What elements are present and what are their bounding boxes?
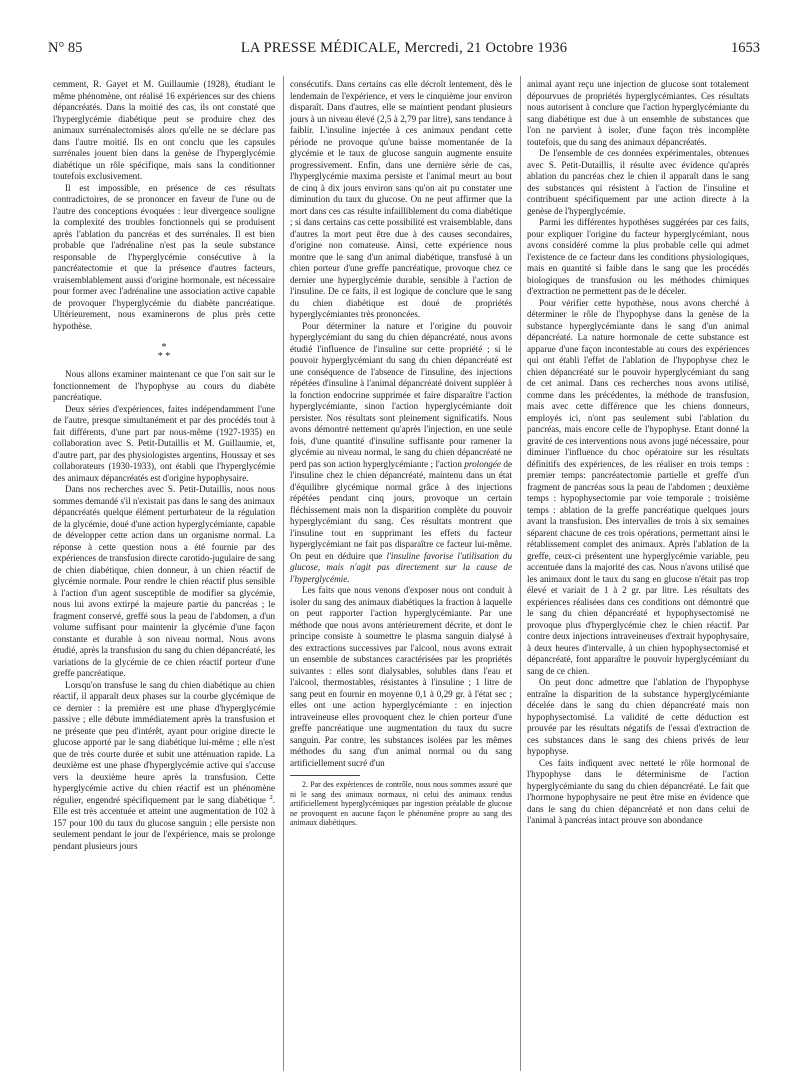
paragraph: On peut donc admettre que l'ablation de l'hypophyse entraîne la disparition de la substance hyperglycémiante décelée dans le sang du chien dépancréaté mais non hypophysectomisé. La validité de cette déduction est prouvée par les résultats négatifs de l'essai d'extraction de ces substances dans le sang des chiens privés de leur hypophyse. (527, 677, 749, 756)
column-divider (283, 76, 284, 1071)
paragraph: Il est impossible, en présence de ces résultats contradictoires, de se prononcer en faveur de l'une ou de l'autre des conceptions évoquées : leur divergence souligne la complexité des troubles fonctionnels qui se produisent après l'ablation du pancréas et des surrénales. Il est bien probable que l'adrénaline n'est pas la seule substance responsable de l'hyperglycémie consécutive à la pancréatectomie et que la présence d'autres facteurs, vraisemblablement aussi d'origine hormonale, est nécessaire pour former avec l'adrénaline une association active capable de provoquer l'hyperglycémie du diabète pancréatique. Ultérieurement, nous examinerons de plus près cette hypothèse. (53, 182, 275, 331)
footnote: 2. Par des expériences de contrôle, nous nous sommes assuré que ni le sang des animaux normaux, ni celui des animaux rendus artificiellement hyperglycémiques par ingestion préalable de glucose ne provoquent en aucune façon le phénomène propre au sang des animaux diabétiques. (290, 780, 512, 828)
text-run: Lorsqu'on transfuse le sang du chien diabétique au chien réactif, il apparaît deux phases sur la courbe glycémique de ce dernier : la première est une phase d'hyperglycémie passive ; elle débute immédiatement après la transfusion et ne présente que peu d'intérêt, ayant pour origine directe le glucose apporté par le sang diabétique lui-même ; elle n'est que de très courte durée et subit une atténuation rapide. La deuxième est une phase d'hyperglycémie active qui s'accuse vers la deuxième heure après la transfusion. Cette hyperglycémie active du chien réactif est un phénomène régulier, engendré spécifiquement par le sang diabétique (53, 679, 275, 805)
paragraph: De l'ensemble de ces données expérimentales, obtenues avec S. Petit-Dutaillis, il résulte avec évidence qu'après ablation du pancréas chez le chien il apparaît dans le sang des substances qui résistent à l'action de l'insuline et contribuent spécifiquement par une action directe à la genèse de l'hyperglycémie. (527, 148, 749, 216)
paragraph: animal ayant reçu une injection de glucose sont totalement dépourvues de propriétés hyperglycémiantes. Ces résultats nous autorisent à conclure que l'action hyperglycémiante du sang diabétique est due à un ensemble de substances que l'on ne parvient à isoler, d'une façon très incomplète toutefois, que du sang des animaux dépancréatés. (527, 79, 749, 147)
emphasis: l'insuline favorise l'utilisation du glucose, mais n'agit pas directement sur la cause de l'hyperglycémie. (290, 550, 512, 584)
column-3 (527, 79, 749, 827)
paragraph: Pour vérifier cette hypothèse, nous avons cherché à déterminer le rôle de l'hypophyse dans la genèse de la substance hyperglycémiante dans le sang d'un animal dépancréaté. La nature hormonale de cette substance est apparue d'une façon incontestable au cours des expériences qui ont établi l'effet de l'ablation de l'hypophyse chez le chien dépancréaté sur le pouvoir hyperglycémiant du sang de cet animal. Dans ces recherches nous avons utilisé, comme dans les précédentes, la méthode de transfusion, mais avec cette différence que les chiens donneurs, employés ici, n'ont pas seulement subi l'ablation du pancréas, mais encore celle de l'hypophyse. Etant donné la gravité de ces interventions nous avons jugé nécessaire, pour diminuer l'influence du choc opératoire sur les résultats définitifs des expériences, de les réaliser en trois temps : premier temps: pancréatectomie partielle et greffe d'un fragment de pancréas sous la peau de l'abdomen ; deuxième temps : hypophysectomie par voie temporale ; troisième temps : ablation de la greffe pancréatique quelques jours avant la transfusion. Des intervalles de trois à six semaines séparent chacune de ces trois opérations, permettant ainsi le rétablissement complet des animaux. Après l'ablation de la greffe, ceux-ci présentent une hyperglycémie variable, peu accentuée dans la majorité des cas. Nous n'avons utilisé que les animaux dont le taux du sang en glucose n'était pas trop élevé et variait de 1 à 2 gr. par litre. Les résultats des expériences réalisées dans ces conditions ont démontré que le sang du chien dépancréaté et hypophysectomisé ne provoque plus d'hyperglycémie chez le chien réactif. Par contre deux injections intraveineuses d'extrait hypophysaire, à deux heures d'intervalle, à un chien hypophysectomisé et dépancréaté, font apparaître le pouvoir hyperglycémiant du sang de ce chien. (527, 297, 749, 676)
column-divider (520, 76, 521, 1071)
footnote-ref: 2 (269, 793, 273, 801)
running-head (48, 40, 760, 62)
page-number: 1653 (731, 40, 760, 56)
paragraph: Nous allons examiner maintenant ce que l'on sait sur le fonctionnement de l'hypophyse au cours du diabète pancréatique. (53, 369, 275, 402)
paragraph: consécutifs. Dans certains cas elle décroît lentement, dès le lendemain de l'expérience, et vers le cinquième jour environ disparaît. Dans d'autres, elle se maintient pendant plusieurs jours à un niveau élevé (2,5 à 2,79 par litre), sans tendance à faiblir. L'insuline injectée à ces animaux pendant cette période ne provoque qu'une baisse momentanée de la glycémie et le taux de glucose sanguin augmente ensuite progressivement. Enfin, dans une dernière série de cas, l'hyperglycémie maxima persiste et l'animal meurt au bout de cinq à dix jours environ sans qu'on ait pu constater une diminution du taux du glucose. On ne peut affirmer que la mort dans ces cas résulte infailliblement du coma diabétique ; si dans certains cas cette possibilité est vraisemblable, dans d'autres la mort peut être due à des causes secondaires, d'origine non comateuse. Ainsi, cette expérience nous montre que le sang d'un animal diabétique, transfusé à un chien porteur d'une greffe pancréatique, provoque chez ce dernier une hyperglycémie durable, sensible à l'action de l'insuline. De ce faits, il est logique de conclure que le sang du chien diabétique est doué de propriétés hyperglycémiantes très prononcées. (290, 79, 512, 319)
paragraph: Dans nos recherches avec S. Petit-Dutaillis, nous nous sommes demandé s'il n'existait pas dans le sang des animaux dépancréatés quelque élément perturbateur de la régulation de la glycémie, doué d'une action hyperglycémiante, capable de développer cette action dans un organisme normal. La réponse à cette question nous a été fournie par des expériences de transfusion directe carotido-jugulaire de sang de chien diabétique, chien donneur, à un chien réactif de glycémie normale. Pour rendre le chien réactif plus sensible à l'action d'un agent susceptible de modifier sa glycémie, nous lui avons extirpé la majeure partie du pancréas ; le fragment conservé, greffé sous la peau de l'abdomen, a d'un volume suffisant pour maintenir la glycémie d'une façon constante et durable à son niveau normal. Nous avons étudié, après la transfusion du sang du chien dépancréaté, les variations de la glycémie de ce chien réactif porteur d'une greffe pancréatique. (53, 484, 275, 678)
column-1 (53, 79, 275, 852)
paragraph: Parmi les différentes hypothèses suggérées par ces faits, pour expliquer l'origine du facteur hyperglycémiant, nous avons considéré comme la plus probable celle qui admet l'existence de ce facteur dans les conditions physiologiques, mais en quantité si faible dans le sang que les procédés biologiques de transfusion ou les méthodes chimiques d'extraction ne permettent pas de le déceler. (527, 217, 749, 296)
paragraph: cemment, R. Gayet et M. Guillaumie (1928), étudiant le même phénomène, ont réalisé 16 expériences sur des chiens dépancréatés. Dans la moitié des cas, ils ont constaté que l'hyperglycémie diabétique peut se produire chez des animaux surrénalectomisés alors qu'elle ne se déclare pas dans l'autre moitié. Ils en ont conclu que les capsules surrénales jouent bien dans la genèse de l'hyperglycémie diabétique un rôle spécifique, mais sans la conditionner toutefois exclusivement. (53, 79, 275, 181)
text-run: . Elle est très accentuée et atteint une augmentation de 102 à 157 pour 100 du taux du glucose sanguin ; elle persiste non seulement pendant le jour de l'expérience, mais se prolonge pendant plusieurs jours (53, 794, 275, 851)
emphasis: prolongée (464, 458, 501, 469)
section-star: * (161, 342, 167, 353)
paragraph (290, 321, 512, 586)
paragraph: Ces faits indiquent avec netteté le rôle hormonal de l'hypophyse dans le déterminisme de l'action hyperglycémiante du sang du chien dépancréaté. Le fait que l'hormone hypophysaire ne peut être mise en évidence que dans le sang du chien dépancréaté et non dans celui de l'animal à pancréas intact prouve son abondance (527, 757, 749, 825)
section-stars: * * (157, 351, 171, 362)
footnote-rule (290, 775, 360, 776)
paragraph: Les faits que nous venons d'exposer nous ont conduit à isoler du sang des animaux diabétiques la fraction à laquelle on peut rapporter l'action hyperglycémiante. Par une méthode que nous avons antérieurement décrite, et dont le principe consiste à soumettre le plasma sanguin dialysé à des extractions successives par l'alcool, nous avons extrait un ensemble de substances caractérisées par les propriétés suivantes : elles sont dialysables, solubles dans l'eau et l'alcool, thermostables, résistantes à l'insuline ; 1 litre de sang peut en fournir en moyenne 0,1 à 0,29 gr. à l'état sec ; elles ont une action hyperglycémiante : en injection intraveineuse elles provoquent chez le chien porteur d'une greffe pancréatique une augmentation du taux du sucre sanguin. Par contre, les substances isolées par les mêmes méthodes du sang d'un animal normal ou du sang artificiellement sucré d'un (290, 585, 512, 768)
journal-title: LA PRESSE MÉDICALE, Mercredi, 21 Octobre 1936 (240, 40, 568, 56)
paragraph (53, 680, 275, 853)
text-run: de l'insuline chez le chien dépancréaté, maintenu dans un état d'équilibre glycémique normal grâce à des injections répétées pendant cinq jours, provoque un certain fléchissement mais non la disparition complète du pouvoir hyperglycémiant du sang. Ces résultats montrent que l'insuline tout en supprimant les effets du facteur hyperglycémiant ne fait pas disparaître ce facteur lui-même. On peut en déduire que (290, 458, 512, 561)
text-run: Pour déterminer la nature et l'origine du pouvoir hyperglycémiant du sang du chien dépancréaté, nous avons étudié l'influence de l'insuline sur cette propriété ; si le pouvoir hyperglycémiant du sang du chien dépancréaté est une conséquence de l'absence de l'insuline, des injections répétées d'insuline à l'animal dépancréaté doivent suppléer à la fonction endocrine supprimée et faire disparaître l'action hyperglycémiante, sinon l'action hyperglycémiante doit persister. Nos résultats sont pleinement significatifs. Nous avons démontré nettement qu'après l'injection, en une seule fois, d'une quantité d'insuline suffisante pour ramener la glycémie au niveau normal, le sang du chien dépancréaté ne perd pas son action hyperglycémiante ; l'action (290, 320, 512, 469)
section-break (53, 343, 275, 361)
paragraph: Deux séries d'expériences, faites indépendamment l'une de l'autre, presque simultanément et par des procédés tout à fait différents, d'une part par nous-même (1927-1935) en collaboration avec S. Petit-Dutaillis et M. Guillaumie, et, d'autre part, par des physiologistes argentins, Houssay et ses collaborateurs (1930-1933), ont établi que l'hyperglycémie des animaux dépancréatés est d'origine hypophysaire. (53, 403, 275, 483)
issue-number: N° 85 (48, 40, 83, 56)
column-2 (290, 79, 512, 828)
